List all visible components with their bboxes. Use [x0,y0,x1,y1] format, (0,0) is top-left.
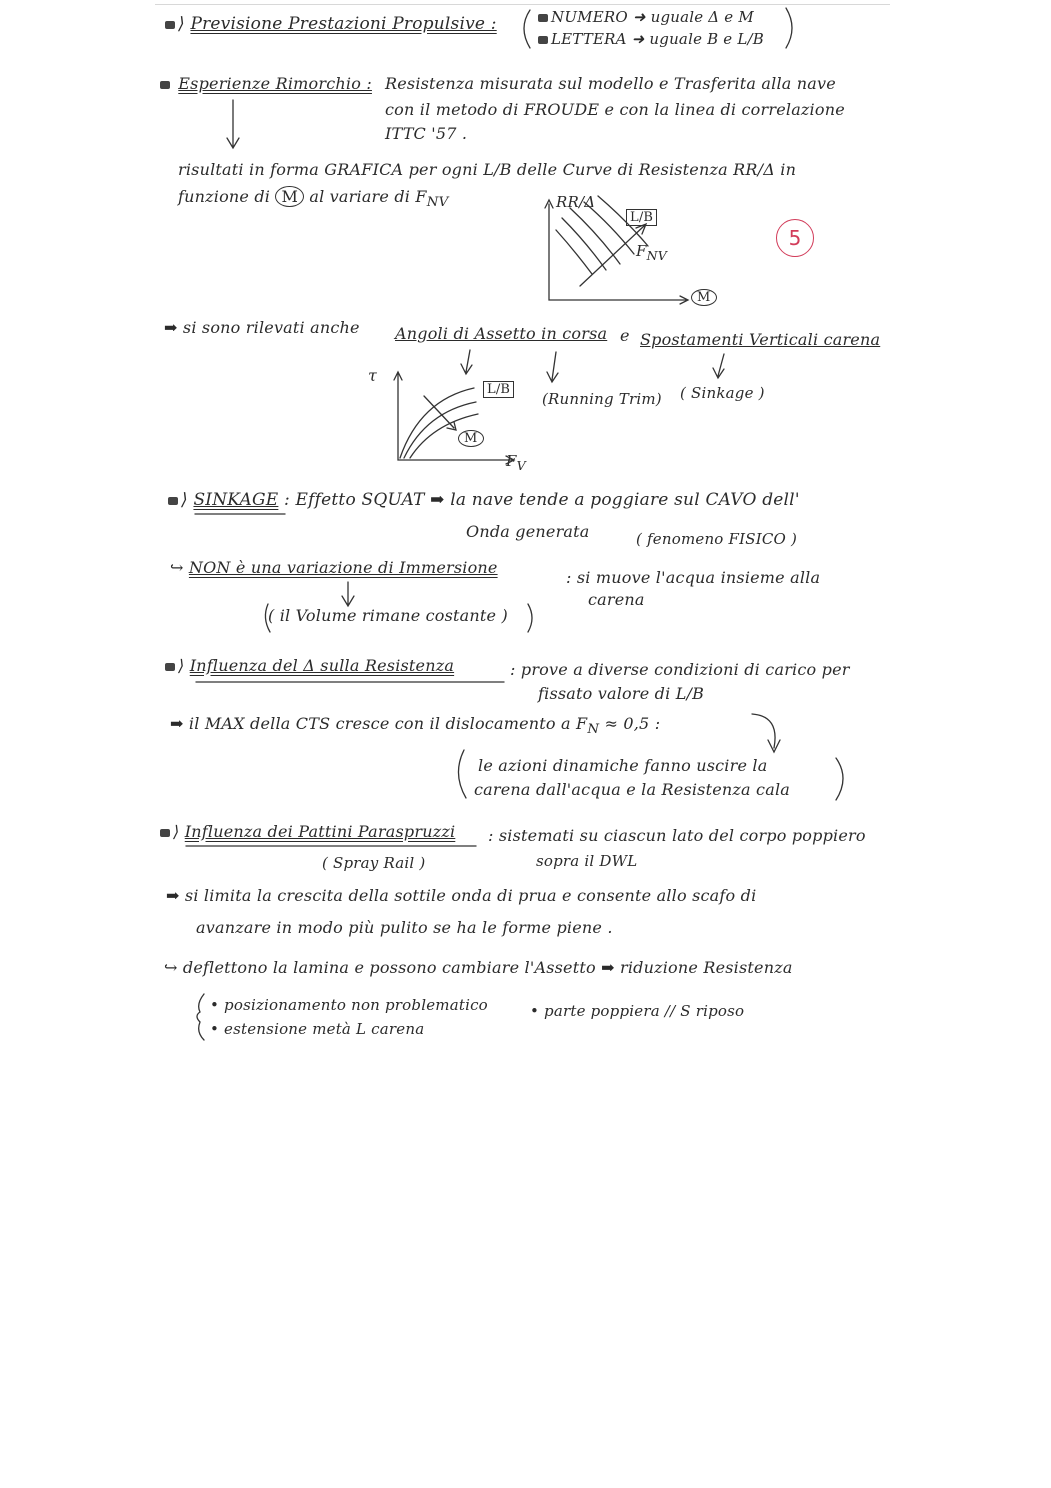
section-title: Influenza dei Pattini Paraspruzzi [184,822,456,841]
section-sinkage [168,490,800,510]
fnv-subscript: NV [426,195,449,211]
angoli-assetto: Angoli di Assetto in corsa [395,324,608,343]
section-title: Esperienze Rimorchio : [178,74,372,93]
m-circle: M [275,186,304,207]
lb-box: L/B [483,381,514,398]
numero-desc: uguale Δ e M [650,8,754,26]
risultati-line2 [178,186,448,210]
down-arrow [227,100,239,148]
close-bracket [528,604,532,632]
bullet2-text: estensione metà L carena [224,1020,425,1038]
non-variazione-text: NON è una variazione di Immersione [188,558,498,577]
curved-down-arrow [752,714,780,752]
rimorchio-line1: Resistenza misurata sul modello e Trasferita alla nave [385,74,836,93]
fnv-text: F [636,242,647,260]
limit-line2: avanzare in modo più pulito se ha le forme piene . [196,918,613,937]
limit-line1 [166,886,756,905]
section-previsione [165,14,497,34]
non-desc-line1: : si muove l'acqua insieme alla [566,568,821,587]
m-circle: M [691,289,717,306]
fenomeno-fisico: ( fenomeno FISICO ) [636,530,798,548]
arrow-bullet-icon: ➡ [166,886,180,905]
page-number-badge: 5 [776,219,814,257]
rimorchio-line2: con il metodo di FROUDE e con la linea di correlazione [385,100,845,119]
arrow-bullet-icon: ➡ [170,714,184,733]
running-trim: (Running Trim) [542,390,662,408]
down-arrow [547,352,558,382]
open-bracket [524,10,530,48]
section-title: Previsione Prestazioni Propulsive : [190,14,497,34]
bullet-icon [538,36,548,44]
graph1-y-label: RR/Δ [556,193,596,211]
paren-line2: carena dall'acqua e la Resistenza cala [474,780,790,799]
bullet-icon [168,497,178,505]
risultati-text: funzione di [178,187,271,206]
graph2-y-label: τ [368,366,378,385]
down-arrow [713,354,724,378]
close-bracket [786,8,792,48]
top-rule [155,4,890,5]
fn-sub: N [587,722,600,738]
brace [197,994,204,1040]
sinkage-line2: Onda generata [466,522,590,541]
dot-icon: • [210,1020,220,1038]
section-pattini [160,822,455,841]
arrow-bullet-icon: ➡ [164,318,178,337]
pattini-desc2: sopra il DWL [536,852,638,870]
bullet1-text: posizionamento non problematico [224,996,488,1014]
bullet-icon [538,14,548,22]
risultati-text-2: al variare di F [309,187,427,206]
delta-desc1: : prove a diverse condizioni di carico per [510,660,850,679]
colon: : [283,490,290,510]
spray-rail: ( Spray Rail ) [322,854,426,872]
section-rimorchio [160,74,372,93]
bullet-icon [165,21,175,29]
sinkage-label: ( Sinkage ) [680,384,765,402]
graph2-curves [400,388,478,458]
chevron-icon: ⟩ [181,490,188,510]
curved-arrow-icon: ↪ [170,558,184,577]
bullet3-text: parte poppiera // S riposo [544,1002,745,1020]
section-influenza-delta [165,656,454,675]
close-bracket [836,758,843,800]
pattini-desc1: : sistemati su ciascun lato del corpo poppiero [488,826,866,845]
assetto-text: si sono rilevati anche [182,318,360,337]
dot-icon: • [210,996,220,1014]
fnv-sub: NV [646,248,667,263]
dot-icon: • [530,1002,540,1020]
deflettono-line [164,958,793,977]
graph2-x-label [506,452,526,473]
non-desc-line2: carena [588,590,645,609]
m-circle: M [458,430,484,447]
max-cts-line [170,714,660,737]
graph2-m-label [458,430,484,447]
graph2-lb-box [483,378,514,397]
bullet-icon [160,81,170,89]
graph1-lb-box [626,206,657,225]
sinkage-line1: la nave tende a poggiare sul CAVO dell' [450,490,800,510]
graph1-x-label [691,289,717,306]
max-cts-text: il MAX della CTS cresce con il dislocamento a F [188,714,588,733]
lettera-label: LETTERA [551,30,627,48]
bullet-estensione [210,1020,424,1038]
section-title: SINKAGE [193,490,279,510]
open-bracket [458,750,466,798]
risultati-line1: risultati in forma GRAFICA per ogni L/B delle Curve di Resistenza RR/Δ in [178,160,797,179]
chevron-icon: ⟩ [178,14,185,34]
down-arrow [461,350,472,374]
riduzione-resistenza: riduzione Resistenza [620,958,793,977]
arrow-bullet-icon: ➡ [601,958,615,977]
volume-costante: ( il Volume rimane costante ) [268,606,508,625]
section-assetto [164,318,360,337]
spostamenti-verticali: Spostamenti Verticali carena [640,330,881,349]
lettera-line [538,30,764,48]
effetto-squat: Effetto SQUAT [295,490,425,510]
fv-text: F [506,452,517,470]
numero-line [538,8,754,26]
paren-line1: le azioni dinamiche fanno uscire la [478,756,768,775]
section-title: Influenza del Δ sulla Resistenza [189,656,455,675]
limit-text: si limita la crescita della sottile onda di prua e consente allo scafo di [184,886,757,905]
lb-box: L/B [626,209,657,226]
e-text: e [620,326,630,345]
non-variazione [170,558,498,577]
numero-label: NUMERO [551,8,628,26]
max-cts-value: ≈ 0,5 : [604,714,661,733]
lettera-desc: uguale B e L/B [649,30,764,48]
arrow-right-icon: ➜ [631,30,645,48]
rimorchio-line3: ITTC '57 . [385,124,468,143]
curved-arrow-icon: ↪ [164,958,178,977]
chevron-icon: ⟩ [173,822,180,841]
bullet-poppiera [530,1002,744,1020]
bullet-posizionamento [210,996,488,1014]
bullet-icon [165,663,175,671]
graph1-fnv-label [636,242,667,263]
chevron-icon: ⟩ [178,656,185,675]
arrow-right-icon: ➜ [632,8,646,26]
deflettono-text: deflettono la lamina e possono cambiare l'Assetto [182,958,596,977]
bullet-icon [160,829,170,837]
fv-sub: V [516,458,526,473]
arrow-bullet-icon: ➡ [430,490,445,510]
delta-desc2: fissato valore di L/B [538,684,705,703]
down-arrow [342,582,354,606]
